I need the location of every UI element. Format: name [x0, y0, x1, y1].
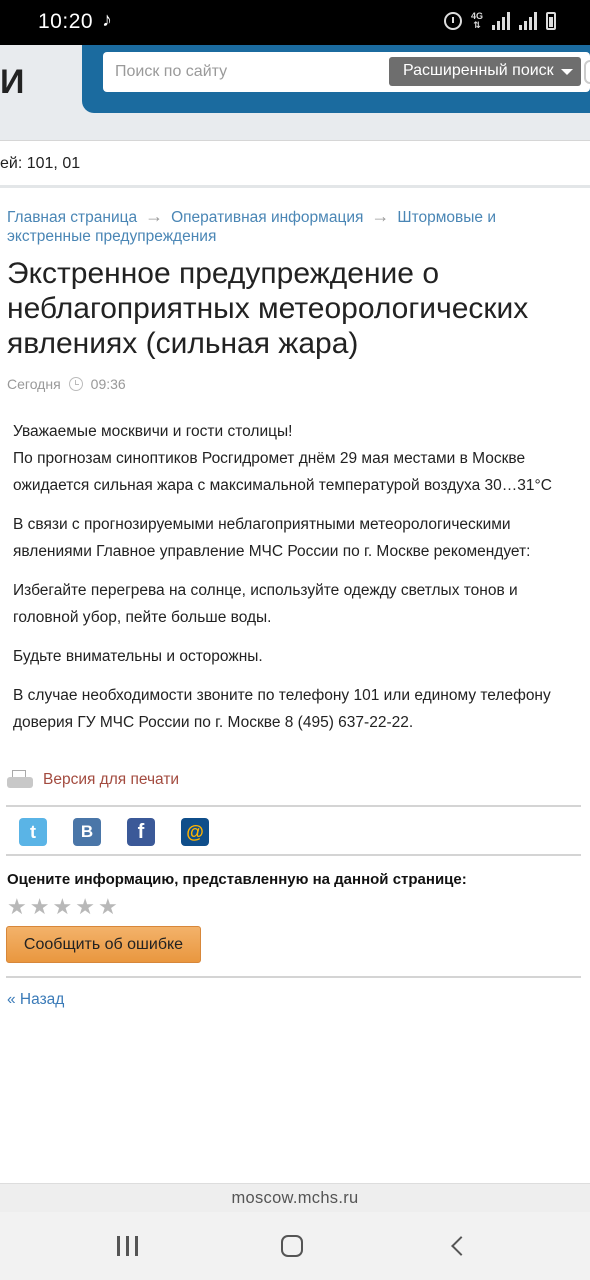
breadcrumb-storm-warnings[interactable]: Штормовые и экстренные предупреждения — [7, 209, 496, 245]
article-body — [13, 418, 578, 748]
breadcrumb-home[interactable]: Главная страница — [7, 209, 138, 226]
home-icon[interactable] — [281, 1235, 303, 1257]
article-paragraph: Уважаемые москвичи и гости столицы! По прогнозам синоптиков Росгидромет днём 29 мая местами в Москве ожидается сильная жара с максимальной температурой воздуха 30…31°С — [13, 423, 552, 494]
breadcrumb — [7, 207, 567, 246]
divider — [6, 805, 581, 807]
star-icon[interactable]: ★ — [97, 894, 118, 919]
phones-text: ей: 101, 01 — [0, 155, 81, 172]
star-icon[interactable]: ★ — [29, 894, 50, 919]
site-logo[interactable]: И — [0, 63, 25, 101]
clock-icon — [69, 377, 83, 391]
android-nav-bar — [0, 1212, 590, 1280]
report-error-button[interactable]: Сообщить об ошибке — [6, 926, 201, 963]
page-title: Экстренное предупреждение о неблагоприятных метеорологических явлениях (сильная жара) — [7, 257, 529, 360]
star-icon[interactable]: ★ — [75, 894, 95, 919]
social-share — [19, 818, 209, 846]
battery-icon — [546, 12, 556, 30]
print-version — [6, 768, 179, 792]
status-icons — [444, 12, 556, 30]
browser-url-bar[interactable] — [0, 1183, 590, 1212]
back-arrow-icon[interactable] — [451, 1236, 471, 1256]
article-meta — [7, 376, 126, 392]
star-icon[interactable]: ★ — [52, 894, 73, 919]
divider — [6, 976, 581, 978]
printer-icon[interactable] — [6, 768, 34, 792]
twitter-icon[interactable]: t — [19, 818, 47, 846]
breadcrumb-operational-info[interactable]: Оперативная информация — [171, 209, 364, 226]
facebook-icon[interactable]: f — [127, 818, 155, 846]
article-date: Сегодня — [7, 376, 61, 392]
back-link[interactable]: « Назад — [7, 991, 65, 1008]
article-paragraph: Избегайте перегрева на солнце, используйте одежду светлых тонов и головной убор, пейте больше воды. — [13, 582, 518, 626]
search-input[interactable] — [115, 60, 385, 84]
url-text: moscow.mchs.ru — [231, 1189, 359, 1207]
status-bar — [0, 0, 590, 45]
print-version-link[interactable]: Версия для печати — [43, 771, 180, 788]
advanced-search-label: Расширенный поиск — [403, 62, 554, 79]
chevron-down-icon — [561, 69, 573, 75]
article-paragraph: В связи с прогнозируемыми неблагоприятными метеорологическими явлениями Главное управление МЧС России по г. Москве рекомендует: — [13, 516, 531, 560]
article-paragraph: Будьте внимательны и осторожны. — [13, 648, 263, 665]
rating-label: Оцените информацию, представленную на данной странице: — [7, 871, 467, 888]
arrow-right-icon: → — [371, 206, 390, 226]
divider — [6, 854, 581, 856]
arrow-right-icon: → — [145, 206, 164, 226]
recent-apps-icon[interactable] — [117, 1236, 138, 1256]
article-paragraph: В случае необходимости звоните по телефону 101 или единому телефону доверия ГУ МЧС России по г. Москве 8 (495) 637-22-22. — [13, 687, 551, 731]
network-type-icon: 4G ⇅ — [470, 11, 483, 30]
article-time: 09:36 — [90, 376, 126, 392]
wifi-signal-icon — [492, 12, 510, 30]
mailru-icon[interactable]: @ — [181, 818, 209, 846]
alarm-icon — [444, 12, 462, 30]
vk-icon[interactable]: В — [73, 818, 101, 846]
cell-signal-icon — [519, 12, 537, 30]
status-time: 10:20 — [38, 10, 94, 33]
advanced-search-button[interactable] — [389, 57, 581, 86]
star-icon[interactable]: ★ — [7, 894, 27, 919]
star-rating — [7, 894, 118, 920]
phones-bar — [0, 140, 590, 188]
music-note-icon: ♪ — [102, 9, 112, 31]
header-edge-control[interactable] — [584, 60, 590, 84]
